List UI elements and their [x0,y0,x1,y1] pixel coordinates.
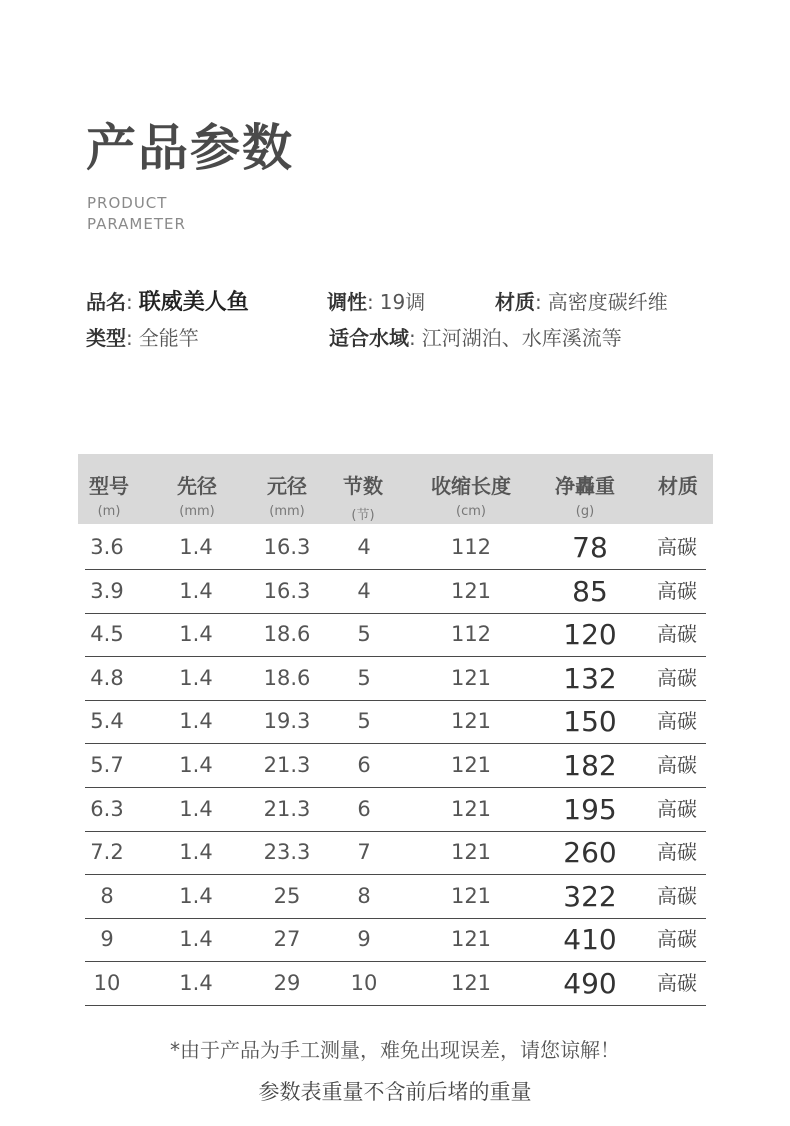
english-subtitle-line-1: PRODUCT [87,194,168,212]
header-unit: (cm) [456,504,486,519]
spec-separator: : [367,290,374,314]
material-cell: 高碳 [657,883,697,908]
header-unit: (mm) [269,504,305,519]
spec-material-key: 材质 [495,290,535,314]
spec-product-name [86,285,249,316]
tip-diameter-cell: 1.4 [179,971,213,995]
material-cell: 高碳 [657,665,697,690]
butt-diameter-cell: 27 [273,927,301,952]
butt-diameter-cell: 23.3 [263,840,311,865]
closed-length-cell: 112 [450,622,492,647]
closed-length-cell: 121 [450,840,492,865]
model-length-cell: 3.9 [90,578,124,603]
tip-diameter-cell: 1.4 [179,665,213,690]
spec-separator: : [409,326,416,350]
material-cell: 高碳 [657,709,697,734]
tip-diameter-cell: 1.4 [179,753,213,777]
closed-length-cell: 121 [450,709,492,734]
spec-product-name-value: 联威美人鱼 [138,290,249,315]
model-length-cell: 10 [93,971,121,995]
header-label: 型号 [89,474,129,498]
spec-action-key: 调性 [327,290,367,314]
table-row [85,962,706,1006]
header-label: 净轟重 [555,474,615,498]
butt-diameter-cell: 21.3 [263,796,311,821]
header-unit: (g) [575,504,595,519]
spec-material [495,286,668,315]
model-length-cell: 5.7 [90,753,124,777]
closed-length-cell: 121 [450,883,492,908]
spec-product-name-key: 品名 [86,290,126,314]
net-weight-cell: 490 [563,967,617,1000]
net-weight-cell: 322 [563,879,617,913]
tip-diameter-cell: 1.4 [179,578,213,603]
material-cell: 高碳 [657,535,697,559]
net-weight-cell: 150 [563,705,617,739]
table-row [85,570,706,614]
table-header-cell [533,454,637,519]
spec-material-value: 高密度碳纤维 [547,290,668,314]
model-length-cell: 6.3 [90,796,124,821]
sections-cell: 6 [357,753,371,777]
model-length-cell: 4.8 [90,665,124,690]
spec-action [327,286,425,315]
spec-type-key: 类型 [86,326,126,350]
page-title: 产品参数 [86,119,294,177]
material-cell: 高碳 [657,578,697,603]
table-row [85,831,706,875]
butt-diameter-cell: 16.3 [263,578,311,603]
table-row [85,918,706,962]
closed-length-cell: 121 [450,665,492,690]
spec-water-area [329,322,622,351]
tip-diameter-cell: 1.4 [179,840,213,865]
model-length-cell: 5.4 [90,709,124,734]
net-weight-cell: 182 [563,749,617,782]
table-row [85,657,706,701]
spec-action-value: 19调 [379,290,426,314]
weight-note: 参数表重量不含前后堵的重量 [258,1080,532,1104]
table-row [85,744,706,788]
table-header-cell [416,454,526,519]
tip-diameter-cell: 1.4 [179,927,213,952]
material-cell: 高碳 [657,840,697,865]
model-length-cell: 7.2 [90,840,124,865]
tip-diameter-cell: 1.4 [179,796,213,821]
table-row [85,613,706,657]
model-length-cell: 3.6 [90,535,124,559]
net-weight-cell: 260 [563,836,617,870]
material-cell: 高碳 [657,753,697,777]
net-weight-cell: 78 [572,531,608,564]
model-length-cell: 9 [100,927,114,952]
sections-cell: 6 [357,796,371,821]
tip-diameter-cell: 1.4 [179,883,213,908]
material-cell: 高碳 [657,796,697,821]
sections-cell: 4 [357,578,371,603]
closed-length-cell: 121 [450,753,492,777]
spec-type-value: 全能竿 [138,326,199,350]
butt-diameter-cell: 25 [273,883,301,908]
english-subtitle-line-2: PARAMETER [87,215,186,233]
tip-diameter-cell: 1.4 [179,535,213,559]
closed-length-cell: 121 [450,796,492,821]
sections-cell: 8 [357,883,371,908]
header-unit: (m) [97,504,121,519]
table-header-cell [78,454,140,519]
english-subtitle [87,193,186,235]
net-weight-cell: 132 [563,661,617,695]
net-weight-cell: 410 [563,923,617,957]
closed-length-cell: 121 [450,578,492,603]
spec-separator: : [126,290,133,314]
table-header-cell [250,454,324,519]
sections-cell: 7 [357,840,371,865]
sections-cell: 5 [357,622,371,647]
header-label: 元径 [267,474,307,498]
closed-length-cell: 121 [450,971,492,995]
model-length-cell: 4.5 [90,622,124,647]
net-weight-cell: 195 [563,792,617,826]
table-header-cell [648,454,708,504]
butt-diameter-cell: 18.6 [263,665,311,690]
table-header [78,454,713,524]
butt-diameter-cell: 18.6 [263,622,311,647]
spec-type [86,322,199,351]
sections-cell: 5 [357,709,371,734]
table-row [85,788,706,832]
model-length-cell: 8 [100,883,114,908]
table-header-cell [160,454,234,519]
header-label: 节数 [343,474,383,498]
table-row [85,875,706,919]
spec-separator: : [126,326,133,350]
sections-cell: 9 [357,927,371,952]
header-unit: (mm) [179,504,215,519]
net-weight-cell: 120 [563,618,617,652]
header-unit: (节) [351,508,375,523]
butt-diameter-cell: 29 [273,971,301,995]
table-row [85,700,706,744]
spec-water-area-value: 江河湖泊、水库溪流等 [421,326,622,350]
material-cell: 高碳 [657,622,697,647]
tip-diameter-cell: 1.4 [179,622,213,647]
spec-separator: : [535,290,542,314]
sections-cell: 4 [357,535,371,559]
material-cell: 高碳 [657,927,697,952]
header-label: 收缩长度 [431,474,511,498]
closed-length-cell: 121 [450,927,492,952]
material-cell: 高碳 [657,971,697,995]
tip-diameter-cell: 1.4 [179,709,213,734]
measurement-disclaimer: *由于产品为手工测量，难免出现误差，请您谅解！ [170,1038,620,1062]
butt-diameter-cell: 21.3 [263,753,311,777]
table-row [85,526,706,570]
butt-diameter-cell: 16.3 [263,535,311,559]
butt-diameter-cell: 19.3 [263,709,311,734]
closed-length-cell: 112 [450,535,492,559]
sections-cell: 5 [357,665,371,690]
table-header-cell [330,454,396,523]
sections-cell: 10 [350,971,378,995]
spec-water-area-key: 适合水域 [329,326,409,350]
header-label: 先径 [177,474,217,498]
header-label: 材质 [658,474,698,498]
net-weight-cell: 85 [572,574,608,608]
